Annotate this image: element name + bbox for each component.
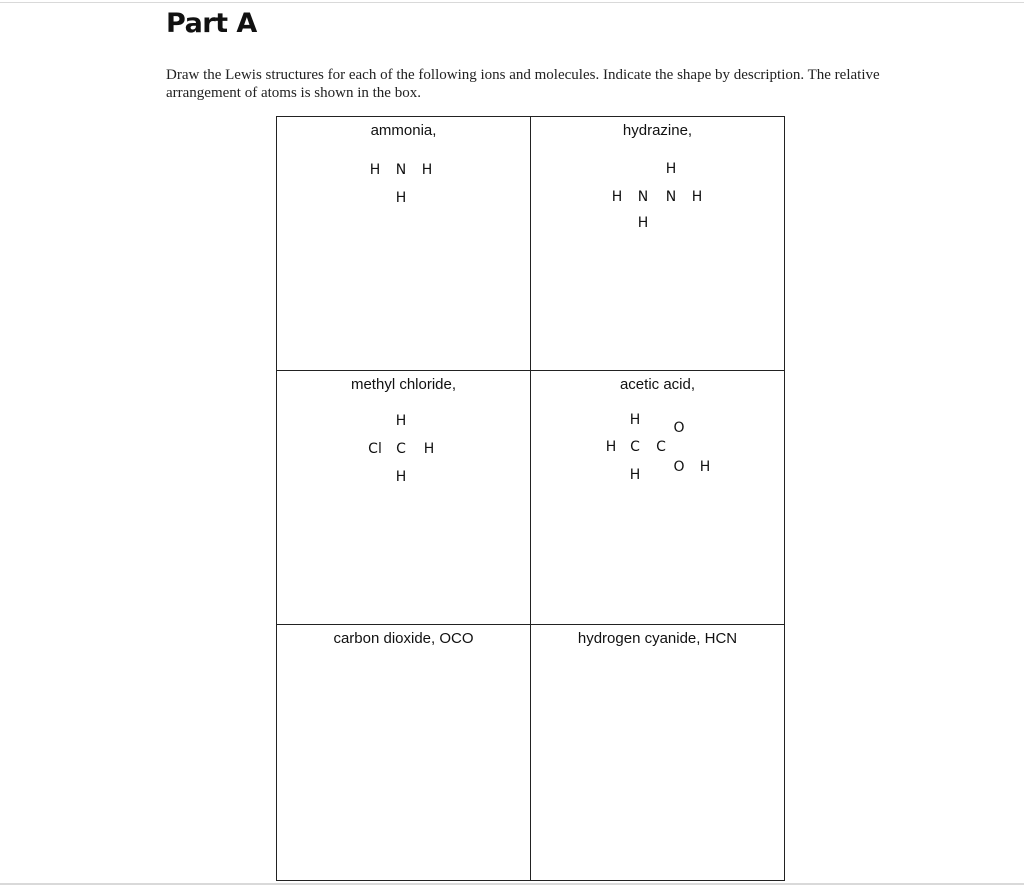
- atom-n: N: [665, 189, 677, 205]
- cell-label-methyl-chloride: methyl chloride,: [350, 376, 457, 393]
- atom-h: H: [369, 162, 381, 178]
- cell-methyl-chloride[interactable]: [276, 370, 530, 624]
- atom-o: O: [673, 459, 685, 475]
- atom-c: C: [656, 439, 666, 455]
- atom-h: H: [665, 161, 677, 177]
- cell-ammonia[interactable]: [276, 116, 530, 370]
- instructions-text: Draw the Lewis structures for each of the following ions and molecules. Indicate the shape by description. The relative arrangement of atoms is shown in the box.: [166, 67, 880, 101]
- atom-h: H: [691, 189, 703, 205]
- atom-cl: Cl: [368, 441, 382, 457]
- atom-o: O: [673, 420, 685, 436]
- cell-label-carbon-dioxide: carbon dioxide, OCO: [333, 630, 474, 647]
- cell-hydrazine[interactable]: [530, 116, 784, 370]
- atom-h: H: [395, 469, 407, 485]
- atom-h: H: [421, 162, 433, 178]
- atom-c: C: [396, 441, 406, 457]
- cell-label-acetic-acid: acetic acid,: [619, 376, 696, 393]
- cell-label-hydrogen-cyanide: hydrogen cyanide, HCN: [577, 630, 738, 647]
- top-divider: [0, 2, 1024, 3]
- atom-h: H: [423, 441, 435, 457]
- atom-h: H: [637, 215, 649, 231]
- cell-carbon-dioxide[interactable]: [276, 624, 530, 880]
- cell-hydrogen-cyanide[interactable]: [530, 624, 784, 880]
- cell-acetic-acid[interactable]: [530, 370, 784, 624]
- atom-h: H: [395, 413, 407, 429]
- atom-h: H: [611, 189, 623, 205]
- bottom-divider: [0, 883, 1024, 885]
- atom-h: H: [629, 467, 641, 483]
- atom-n: N: [637, 189, 649, 205]
- atom-h: H: [395, 190, 407, 206]
- atom-c: C: [630, 439, 640, 455]
- atom-h: H: [605, 439, 617, 455]
- lewis-structure-grid: [276, 116, 785, 881]
- page-title: Part A: [166, 8, 257, 39]
- cell-label-hydrazine: hydrazine,: [622, 122, 693, 139]
- atom-n: N: [395, 162, 407, 178]
- cell-label-ammonia: ammonia,: [370, 122, 437, 139]
- atom-h: H: [699, 459, 711, 475]
- atom-h: H: [629, 412, 641, 428]
